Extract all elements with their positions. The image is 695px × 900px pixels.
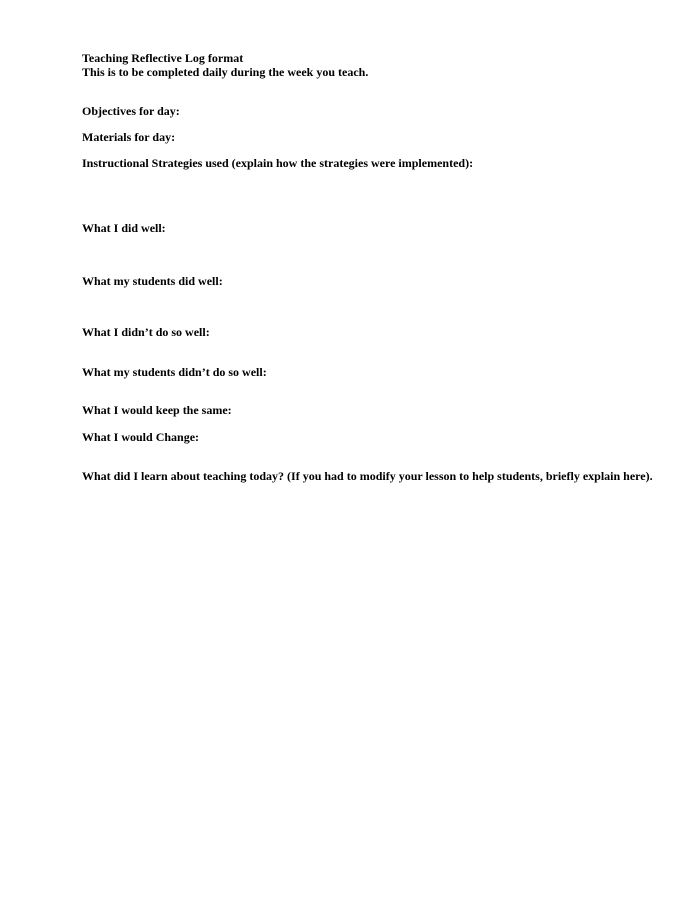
prompt-instructional-strategies: Instructional Strategies used (explain how the strategies were implemented): xyxy=(82,156,474,170)
prompt-did-well: What I did well: xyxy=(82,221,166,235)
prompt-learned: What did I learn about teaching today? (If you had to modify your lesson to help students, briefly explain here). xyxy=(82,469,653,483)
prompt-change: What I would Change: xyxy=(82,430,200,444)
document-title: Teaching Reflective Log format xyxy=(82,51,244,65)
prompt-materials: Materials for day: xyxy=(82,130,176,144)
prompt-keep-same: What I would keep the same: xyxy=(82,403,232,417)
prompt-objectives: Objectives for day: xyxy=(82,104,180,118)
prompt-did-not-do-well: What I didn’t do so well: xyxy=(82,325,210,339)
prompt-students-did-well: What my students did well: xyxy=(82,274,223,288)
document-subtitle: This is to be completed daily during the week you teach. xyxy=(82,65,369,79)
prompt-students-did-not-do-well: What my students didn’t do so well: xyxy=(82,365,267,379)
